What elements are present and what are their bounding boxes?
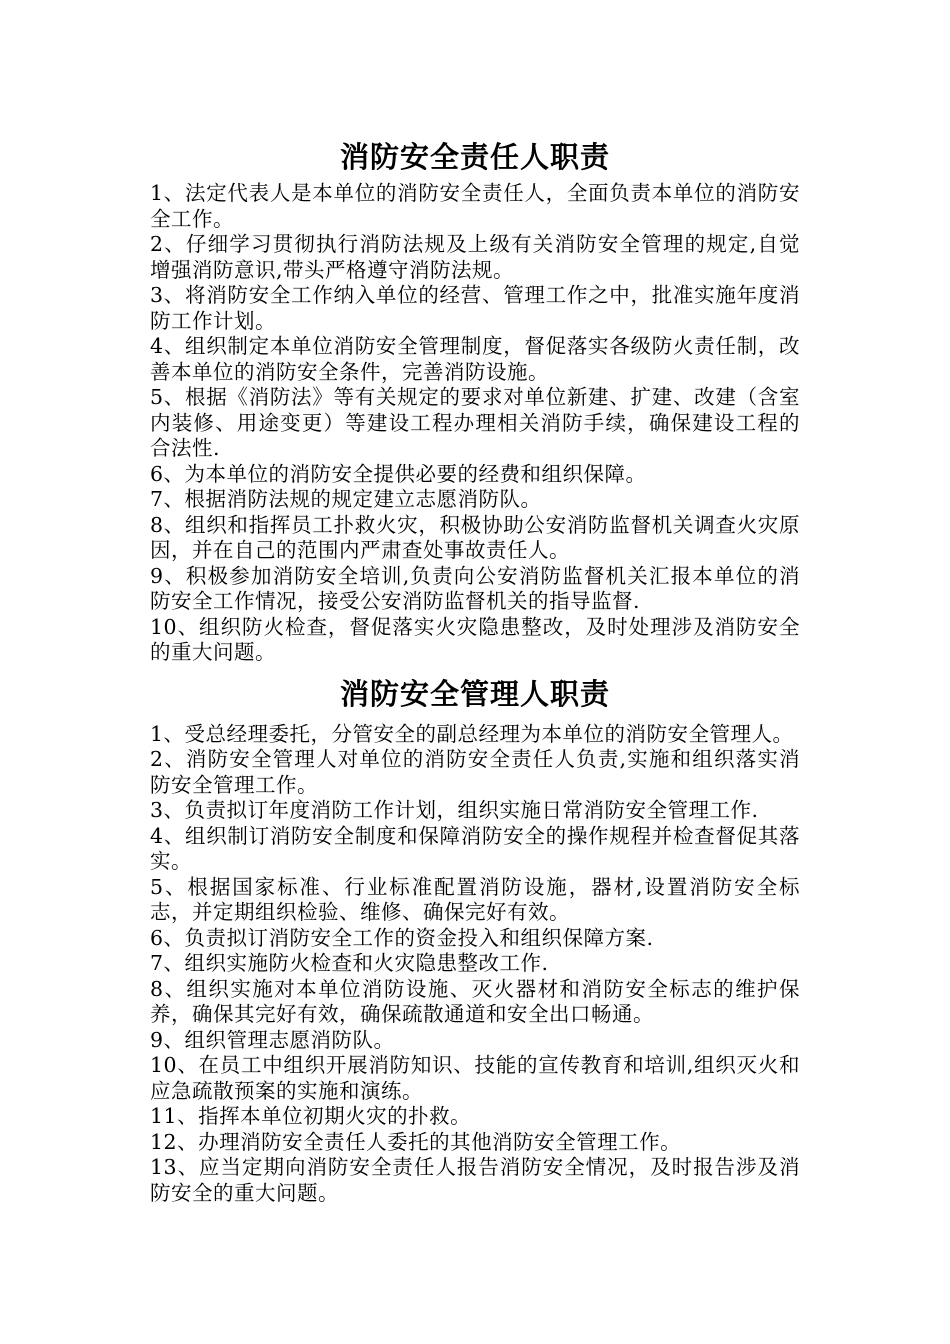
duty-item: 13、应当定期向消防安全责任人报告消防安全情况，及时报告涉及消防安全的重大问题。 (150, 1155, 800, 1205)
duty-list (150, 181, 800, 666)
duty-item: 12、办理消防安全责任人委托的其他消防安全管理工作。 (150, 1129, 682, 1154)
document-page (150, 135, 800, 1206)
duty-item: 2、仔细学习贯彻执行消防法规及上级有关消防安全管理的规定,自觉增强消防意识,带头严格遵守消防法规。 (150, 232, 800, 282)
duty-item: 8、组织实施对本单位消防设施、灭火器材和消防安全标志的维护保养，确保其完好有效，确保疏散通道和安全出口畅通。 (150, 976, 800, 1026)
duty-item: 10、组织防火检查，督促落实火灾隐患整改，及时处理涉及消防安全的重大问题。 (150, 614, 800, 664)
section-responsible-person (150, 135, 800, 666)
duty-item: 5、根据《消防法》等有关规定的要求对单位新建、扩建、改建（含室内装修、用途变更）等建设工程办理相关消防手续，确保建设工程的合法性. (150, 385, 800, 460)
duty-item: 6、为本单位的消防安全提供必要的经费和组织保障。 (150, 461, 647, 486)
duty-item: 9、组织管理志愿消防队。 (150, 1027, 395, 1052)
duty-item: 1、受总经理委托，分管安全的副总经理为本单位的消防安全管理人。 (150, 721, 794, 746)
duty-item: 10、在员工中组织开展消防知识、技能的宣传教育和培训,组织灭火和应急疏散预案的实施和演练。 (150, 1053, 800, 1103)
duty-item: 1、法定代表人是本单位的消防安全责任人，全面负责本单位的消防安全工作。 (150, 181, 800, 231)
section-title: 消防安全责任人职责 (339, 140, 610, 174)
duty-item: 7、组织实施防火检查和火灾隐患整改工作. (150, 951, 549, 975)
duty-item: 9、积极参加消防安全培训,负责向公安消防监督机关汇报本单位的消防安全工作情况，接受公安消防监督机关的指导监督. (150, 563, 800, 613)
duty-item: 8、组织和指挥员工扑救火灾，积极协助公安消防监督机关调查火灾原因，并在自己的范围内严肃查处事故责任人。 (150, 512, 800, 562)
duty-item: 3、将消防安全工作纳入单位的经营、管理工作之中，批准实施年度消防工作计划。 (150, 283, 800, 333)
duty-item: 5、根据国家标准、行业标准配置消防设施，器材,设置消防安全标志，并定期组织检验、维修、确保完好有效。 (150, 874, 800, 924)
duty-list (150, 722, 800, 1207)
duty-item: 4、组织制订消防安全制度和保障消防安全的操作规程并检查督促其落实。 (150, 823, 800, 873)
section-title: 消防安全管理人职责 (339, 676, 610, 711)
duty-item: 4、组织制定本单位消防安全管理制度，督促落实各级防火责任制，改善本单位的消防安全条件，完善消防设施。 (150, 334, 800, 384)
duty-item: 2、消防安全管理人对单位的消防安全责任人负责,实施和组织落实消防安全管理工作。 (150, 747, 800, 797)
duty-item: 6、负责拟订消防安全工作的资金投入和组织保障方案. (150, 925, 654, 950)
duty-item: 3、负责拟订年度消防工作计划，组织实施日常消防安全管理工作. (150, 798, 759, 822)
duty-item: 11、指挥本单位初期火灾的扑救。 (150, 1104, 472, 1128)
section-management-person (150, 672, 800, 1207)
duty-item: 7、根据消防法规的规定建立志愿消防队。 (150, 487, 542, 511)
